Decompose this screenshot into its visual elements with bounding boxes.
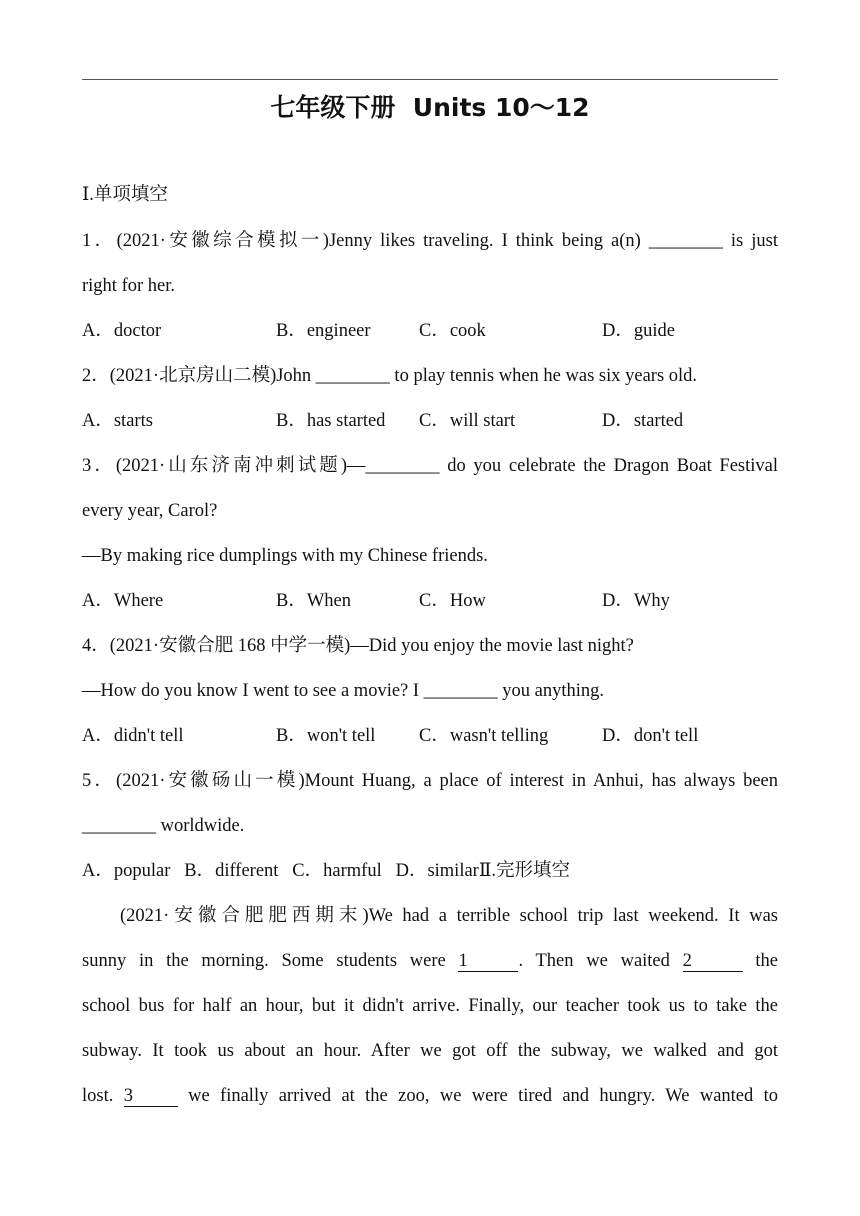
q1-option-c: C．cook xyxy=(419,321,486,341)
q3-option-b: B．When xyxy=(276,591,352,611)
q1-option-d: D．guide xyxy=(602,321,675,341)
passage-line2-part3: the xyxy=(755,951,779,971)
q4-option-a: A．didn't tell xyxy=(82,726,184,746)
passage-line4: subway. It took us about an hour. After we got off the subway, we walked and got xyxy=(82,1041,778,1061)
cloze-blank-2: 2 xyxy=(683,951,743,972)
q1-stem-line1: 1．(2021·安徽综合模拟一)Jenny likes traveling. I think being a(n) ________ is just xyxy=(82,231,778,251)
q5-options-and-section2 xyxy=(82,859,778,883)
q2-option-a: A．starts xyxy=(82,411,153,431)
q5-stem-line2: ________ worldwide. xyxy=(82,816,245,836)
passage-line3: school bus for half an hour, but it didn't arrive. Finally, our teacher took us to take the xyxy=(82,996,778,1016)
passage-line5 xyxy=(82,1084,778,1108)
q2-option-c: C．will start xyxy=(419,411,516,431)
cloze-blank-3: 3 xyxy=(124,1086,178,1107)
q5-options: A．popular B．different C．harmful D．similar xyxy=(82,861,479,881)
passage-line5-part1: lost. xyxy=(82,1086,114,1106)
q4-option-c: C．wasn't telling xyxy=(419,726,549,746)
q3-stem-line2: every year, Carol? xyxy=(82,501,218,521)
q3-stem-line3: —By making rice dumplings with my Chinese friends. xyxy=(82,546,488,566)
q3-option-a: A．Where xyxy=(82,591,164,611)
passage-line5-part2: we finally arrived at the zoo, we were tired and hungry. We wanted to xyxy=(188,1086,779,1106)
q5-stem-line1: 5．(2021·安徽砀山一模)Mount Huang, a place of interest in Anhui, has always been xyxy=(82,771,778,791)
q1-stem-line2: right for her. xyxy=(82,276,175,296)
header-rule xyxy=(82,79,778,80)
passage-line2-part1: sunny in the morning. Some students were xyxy=(82,951,446,971)
passage-line1: (2021·安徽合肥肥西期末)We had a terrible school trip last weekend. It was xyxy=(120,906,778,926)
passage-line2 xyxy=(82,949,778,973)
q2-stem-line1: 2．(2021·北京房山二模)John ________ to play tennis when he was six years old. xyxy=(82,366,698,386)
q2-option-b: B．has started xyxy=(276,411,386,431)
page-title: 七年级下册 Units 10～12 xyxy=(270,93,590,122)
section2-heading: Ⅱ.完形填空 xyxy=(478,861,571,881)
q1-option-a: A．doctor xyxy=(82,321,162,341)
passage-line2-part2: . Then we waited xyxy=(518,951,670,971)
cloze-blank-1: 1 xyxy=(458,951,518,972)
q1-option-b: B．engineer xyxy=(276,321,371,341)
q4-option-b: B．won't tell xyxy=(276,726,376,746)
q4-option-d: D．don't tell xyxy=(602,726,699,746)
section1-heading: Ⅰ.单项填空 xyxy=(82,185,168,205)
q3-option-c: C．How xyxy=(419,591,486,611)
q4-stem-line1: 4．(2021·安徽合肥 168 中学一模)—Did you enjoy the movie last night? xyxy=(82,636,634,656)
q2-option-d: D．started xyxy=(602,411,684,431)
q3-option-d: D．Why xyxy=(602,591,670,611)
q3-stem-line1: 3．(2021·山东济南冲刺试题)—________ do you celebrate the Dragon Boat Festival xyxy=(82,456,778,476)
q4-stem-line2: —How do you know I went to see a movie? I ________ you anything. xyxy=(82,681,605,701)
